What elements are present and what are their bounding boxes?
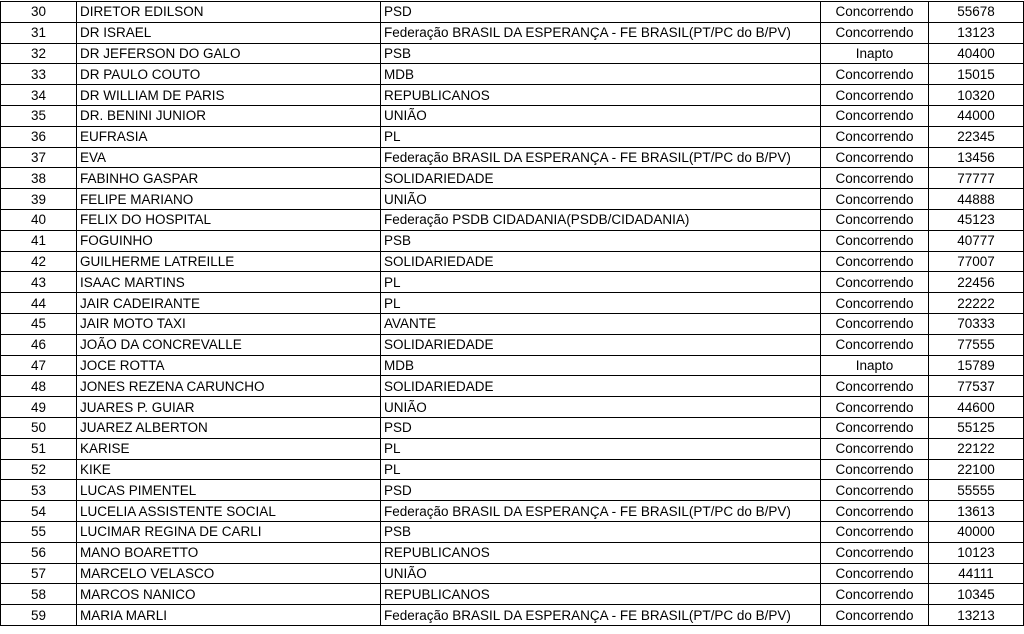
table-row bbox=[1, 417, 1024, 438]
row-number-cell: 33 bbox=[1, 64, 77, 85]
status-cell: Concorrendo bbox=[821, 168, 929, 189]
table-row bbox=[1, 105, 1024, 126]
party-cell: SOLIDARIEDADE bbox=[381, 168, 821, 189]
candidates-table bbox=[0, 1, 1024, 626]
table-body bbox=[1, 2, 1024, 626]
table-row bbox=[1, 313, 1024, 334]
candidate-number-cell: 10123 bbox=[929, 542, 1024, 563]
party-cell: PL bbox=[381, 438, 821, 459]
party-cell: MDB bbox=[381, 64, 821, 85]
row-number-cell: 58 bbox=[1, 584, 77, 605]
status-cell: Concorrendo bbox=[821, 480, 929, 501]
candidate-name-cell: EVA bbox=[77, 147, 381, 168]
table-row bbox=[1, 22, 1024, 43]
row-number-cell: 42 bbox=[1, 251, 77, 272]
party-cell: SOLIDARIEDADE bbox=[381, 334, 821, 355]
row-number-cell: 44 bbox=[1, 293, 77, 314]
candidate-number-cell: 44111 bbox=[929, 563, 1024, 584]
candidate-number-cell: 40777 bbox=[929, 230, 1024, 251]
table-row bbox=[1, 438, 1024, 459]
party-cell: PL bbox=[381, 459, 821, 480]
table-row bbox=[1, 126, 1024, 147]
table-row bbox=[1, 85, 1024, 106]
status-cell: Inapto bbox=[821, 43, 929, 64]
party-cell: AVANTE bbox=[381, 313, 821, 334]
table-row bbox=[1, 584, 1024, 605]
candidate-number-cell: 44000 bbox=[929, 105, 1024, 126]
candidate-name-cell: JAIR CADEIRANTE bbox=[77, 293, 381, 314]
status-cell: Concorrendo bbox=[821, 605, 929, 626]
party-cell: SOLIDARIEDADE bbox=[381, 376, 821, 397]
status-cell: Concorrendo bbox=[821, 334, 929, 355]
party-cell: SOLIDARIEDADE bbox=[381, 251, 821, 272]
table-row bbox=[1, 355, 1024, 376]
candidate-name-cell: FELIX DO HOSPITAL bbox=[77, 209, 381, 230]
candidate-name-cell: DR ISRAEL bbox=[77, 22, 381, 43]
candidate-name-cell: DR WILLIAM DE PARIS bbox=[77, 85, 381, 106]
candidate-name-cell: FELIPE MARIANO bbox=[77, 189, 381, 210]
candidate-number-cell: 15789 bbox=[929, 355, 1024, 376]
status-cell: Concorrendo bbox=[821, 376, 929, 397]
party-cell: REPUBLICANOS bbox=[381, 85, 821, 106]
candidate-name-cell: EUFRASIA bbox=[77, 126, 381, 147]
party-cell: UNIÃO bbox=[381, 397, 821, 418]
row-number-cell: 43 bbox=[1, 272, 77, 293]
table-row bbox=[1, 501, 1024, 522]
table-row bbox=[1, 605, 1024, 626]
candidate-number-cell: 45123 bbox=[929, 209, 1024, 230]
status-cell: Concorrendo bbox=[821, 230, 929, 251]
row-number-cell: 52 bbox=[1, 459, 77, 480]
candidate-number-cell: 55555 bbox=[929, 480, 1024, 501]
status-cell: Concorrendo bbox=[821, 272, 929, 293]
candidate-name-cell: KIKE bbox=[77, 459, 381, 480]
candidate-name-cell: MANO BOARETTO bbox=[77, 542, 381, 563]
status-cell: Concorrendo bbox=[821, 293, 929, 314]
row-number-cell: 53 bbox=[1, 480, 77, 501]
row-number-cell: 54 bbox=[1, 501, 77, 522]
candidate-name-cell: JUAREZ ALBERTON bbox=[77, 417, 381, 438]
row-number-cell: 34 bbox=[1, 85, 77, 106]
candidate-name-cell: FABINHO GASPAR bbox=[77, 168, 381, 189]
row-number-cell: 35 bbox=[1, 105, 77, 126]
candidate-number-cell: 55678 bbox=[929, 2, 1024, 23]
row-number-cell: 40 bbox=[1, 209, 77, 230]
party-cell: Federação BRASIL DA ESPERANÇA - FE BRASIL(PT/PC do B/PV) bbox=[381, 605, 821, 626]
status-cell: Concorrendo bbox=[821, 542, 929, 563]
row-number-cell: 48 bbox=[1, 376, 77, 397]
table-row bbox=[1, 43, 1024, 64]
candidate-number-cell: 15015 bbox=[929, 64, 1024, 85]
candidate-name-cell: ISAAC MARTINS bbox=[77, 272, 381, 293]
status-cell: Concorrendo bbox=[821, 397, 929, 418]
status-cell: Concorrendo bbox=[821, 313, 929, 334]
table-row bbox=[1, 542, 1024, 563]
table-row bbox=[1, 2, 1024, 23]
candidate-name-cell: JONES REZENA CARUNCHO bbox=[77, 376, 381, 397]
candidate-number-cell: 55125 bbox=[929, 417, 1024, 438]
party-cell: PL bbox=[381, 126, 821, 147]
status-cell: Concorrendo bbox=[821, 584, 929, 605]
row-number-cell: 30 bbox=[1, 2, 77, 23]
candidate-name-cell: DR JEFERSON DO GALO bbox=[77, 43, 381, 64]
party-cell: PSB bbox=[381, 521, 821, 542]
status-cell: Concorrendo bbox=[821, 85, 929, 106]
candidate-number-cell: 13123 bbox=[929, 22, 1024, 43]
table-row bbox=[1, 563, 1024, 584]
candidate-name-cell: DIRETOR EDILSON bbox=[77, 2, 381, 23]
row-number-cell: 55 bbox=[1, 521, 77, 542]
candidate-name-cell: MARIA MARLI bbox=[77, 605, 381, 626]
candidate-name-cell: MARCELO VELASCO bbox=[77, 563, 381, 584]
candidate-number-cell: 22345 bbox=[929, 126, 1024, 147]
table-row bbox=[1, 397, 1024, 418]
row-number-cell: 51 bbox=[1, 438, 77, 459]
candidate-number-cell: 22122 bbox=[929, 438, 1024, 459]
candidate-number-cell: 13613 bbox=[929, 501, 1024, 522]
candidate-number-cell: 70333 bbox=[929, 313, 1024, 334]
table-row bbox=[1, 147, 1024, 168]
candidate-number-cell: 77555 bbox=[929, 334, 1024, 355]
party-cell: Federação BRASIL DA ESPERANÇA - FE BRASIL(PT/PC do B/PV) bbox=[381, 147, 821, 168]
row-number-cell: 45 bbox=[1, 313, 77, 334]
row-number-cell: 39 bbox=[1, 189, 77, 210]
candidate-number-cell: 40000 bbox=[929, 521, 1024, 542]
candidate-number-cell: 44600 bbox=[929, 397, 1024, 418]
party-cell: PSB bbox=[381, 230, 821, 251]
row-number-cell: 31 bbox=[1, 22, 77, 43]
candidate-name-cell: LUCELIA ASSISTENTE SOCIAL bbox=[77, 501, 381, 522]
status-cell: Concorrendo bbox=[821, 563, 929, 584]
status-cell: Concorrendo bbox=[821, 417, 929, 438]
candidate-name-cell: DR PAULO COUTO bbox=[77, 64, 381, 85]
status-cell: Concorrendo bbox=[821, 209, 929, 230]
party-cell: UNIÃO bbox=[381, 189, 821, 210]
status-cell: Inapto bbox=[821, 355, 929, 376]
row-number-cell: 46 bbox=[1, 334, 77, 355]
candidate-number-cell: 22100 bbox=[929, 459, 1024, 480]
candidate-name-cell: MARCOS NANICO bbox=[77, 584, 381, 605]
candidate-name-cell: JOÃO DA CONCREVALLE bbox=[77, 334, 381, 355]
table-row bbox=[1, 230, 1024, 251]
party-cell: PSB bbox=[381, 43, 821, 64]
candidate-number-cell: 77007 bbox=[929, 251, 1024, 272]
status-cell: Concorrendo bbox=[821, 438, 929, 459]
status-cell: Concorrendo bbox=[821, 521, 929, 542]
status-cell: Concorrendo bbox=[821, 189, 929, 210]
candidate-number-cell: 40400 bbox=[929, 43, 1024, 64]
status-cell: Concorrendo bbox=[821, 105, 929, 126]
party-cell: REPUBLICANOS bbox=[381, 584, 821, 605]
row-number-cell: 38 bbox=[1, 168, 77, 189]
status-cell: Concorrendo bbox=[821, 501, 929, 522]
candidate-name-cell: LUCIMAR REGINA DE CARLI bbox=[77, 521, 381, 542]
status-cell: Concorrendo bbox=[821, 64, 929, 85]
table-row bbox=[1, 480, 1024, 501]
status-cell: Concorrendo bbox=[821, 459, 929, 480]
party-cell: PL bbox=[381, 293, 821, 314]
table-row bbox=[1, 376, 1024, 397]
candidate-name-cell: JOCE ROTTA bbox=[77, 355, 381, 376]
candidate-number-cell: 13213 bbox=[929, 605, 1024, 626]
candidate-name-cell: FOGUINHO bbox=[77, 230, 381, 251]
row-number-cell: 50 bbox=[1, 417, 77, 438]
candidate-number-cell: 77537 bbox=[929, 376, 1024, 397]
candidate-number-cell: 44888 bbox=[929, 189, 1024, 210]
status-cell: Concorrendo bbox=[821, 126, 929, 147]
status-cell: Concorrendo bbox=[821, 2, 929, 23]
candidate-name-cell: KARISE bbox=[77, 438, 381, 459]
candidate-name-cell: JAIR MOTO TAXI bbox=[77, 313, 381, 334]
table-row bbox=[1, 168, 1024, 189]
table-row bbox=[1, 209, 1024, 230]
party-cell: UNIÃO bbox=[381, 563, 821, 584]
table-row bbox=[1, 459, 1024, 480]
row-number-cell: 47 bbox=[1, 355, 77, 376]
table-row bbox=[1, 251, 1024, 272]
candidate-number-cell: 77777 bbox=[929, 168, 1024, 189]
party-cell: PL bbox=[381, 272, 821, 293]
party-cell: UNIÃO bbox=[381, 105, 821, 126]
party-cell: Federação PSDB CIDADANIA(PSDB/CIDADANIA) bbox=[381, 209, 821, 230]
party-cell: MDB bbox=[381, 355, 821, 376]
candidate-name-cell: JUARES P. GUIAR bbox=[77, 397, 381, 418]
row-number-cell: 59 bbox=[1, 605, 77, 626]
row-number-cell: 57 bbox=[1, 563, 77, 584]
party-cell: Federação BRASIL DA ESPERANÇA - FE BRASIL(PT/PC do B/PV) bbox=[381, 501, 821, 522]
candidate-number-cell: 10345 bbox=[929, 584, 1024, 605]
table-row bbox=[1, 521, 1024, 542]
candidate-name-cell: DR. BENINI JUNIOR bbox=[77, 105, 381, 126]
status-cell: Concorrendo bbox=[821, 22, 929, 43]
party-cell: PSD bbox=[381, 417, 821, 438]
table-row bbox=[1, 64, 1024, 85]
row-number-cell: 56 bbox=[1, 542, 77, 563]
candidate-number-cell: 22456 bbox=[929, 272, 1024, 293]
candidate-number-cell: 13456 bbox=[929, 147, 1024, 168]
candidate-name-cell: LUCAS PIMENTEL bbox=[77, 480, 381, 501]
row-number-cell: 49 bbox=[1, 397, 77, 418]
party-cell: Federação BRASIL DA ESPERANÇA - FE BRASIL(PT/PC do B/PV) bbox=[381, 22, 821, 43]
table-row bbox=[1, 272, 1024, 293]
party-cell: PSD bbox=[381, 480, 821, 501]
row-number-cell: 32 bbox=[1, 43, 77, 64]
row-number-cell: 36 bbox=[1, 126, 77, 147]
row-number-cell: 37 bbox=[1, 147, 77, 168]
candidate-number-cell: 22222 bbox=[929, 293, 1024, 314]
row-number-cell: 41 bbox=[1, 230, 77, 251]
party-cell: PSD bbox=[381, 2, 821, 23]
table-row bbox=[1, 334, 1024, 355]
table-row bbox=[1, 189, 1024, 210]
status-cell: Concorrendo bbox=[821, 147, 929, 168]
status-cell: Concorrendo bbox=[821, 251, 929, 272]
candidate-name-cell: GUILHERME LATREILLE bbox=[77, 251, 381, 272]
table-row bbox=[1, 293, 1024, 314]
candidate-number-cell: 10320 bbox=[929, 85, 1024, 106]
party-cell: REPUBLICANOS bbox=[381, 542, 821, 563]
